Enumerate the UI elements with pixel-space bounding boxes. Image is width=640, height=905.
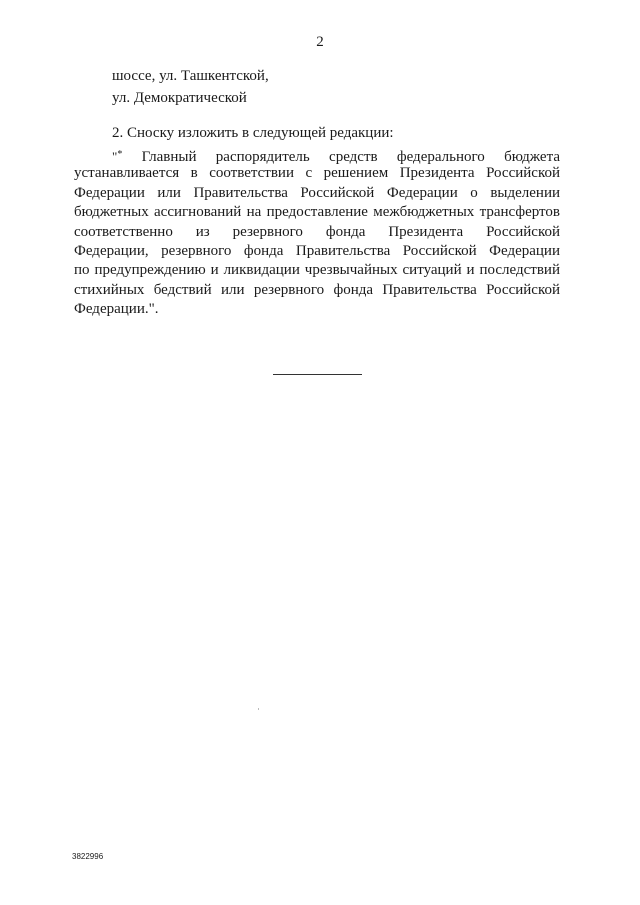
address-line-1: шоссе, ул. Ташкентской, [112,68,269,84]
item-heading: 2. Сноску изложить в следующей редакции: [112,125,394,141]
page-number: 2 [316,34,324,50]
footnote-line-4: бюджетных ассигнований на предоставление межбюджетных трансфертов [74,204,560,221]
document-code: 3822996 [72,852,104,861]
footnote-line-6: Федерации, резервного фонда Правительства Российской Федерации [74,242,560,259]
footnote-line-8: стихийных бедствий или резервного фонда Правительства Российской [74,281,560,298]
footnote-line-7: по предупреждению и ликвидации чрезвычайных ситуаций и последствий [74,262,560,279]
footnote-text [74,145,560,320]
footnote-line-9: Федерации.". [74,301,159,318]
footnote-line-2: устанавливается в соответствии с решением Президента Российской [74,165,560,182]
footnote-line-3: Федерации или Правительства Российской Федерации о выделении [74,184,560,201]
footnote-line-5: соответственно из резервного фонда Президента Российской [74,223,560,240]
address-line-2: ул. Демократической [112,90,247,106]
scan-speck [258,708,259,710]
footnote-mark: "* [112,149,123,164]
section-separator [273,374,362,375]
footnote-line-1: "* Главный распорядитель средств федерального бюджета [112,149,560,165]
